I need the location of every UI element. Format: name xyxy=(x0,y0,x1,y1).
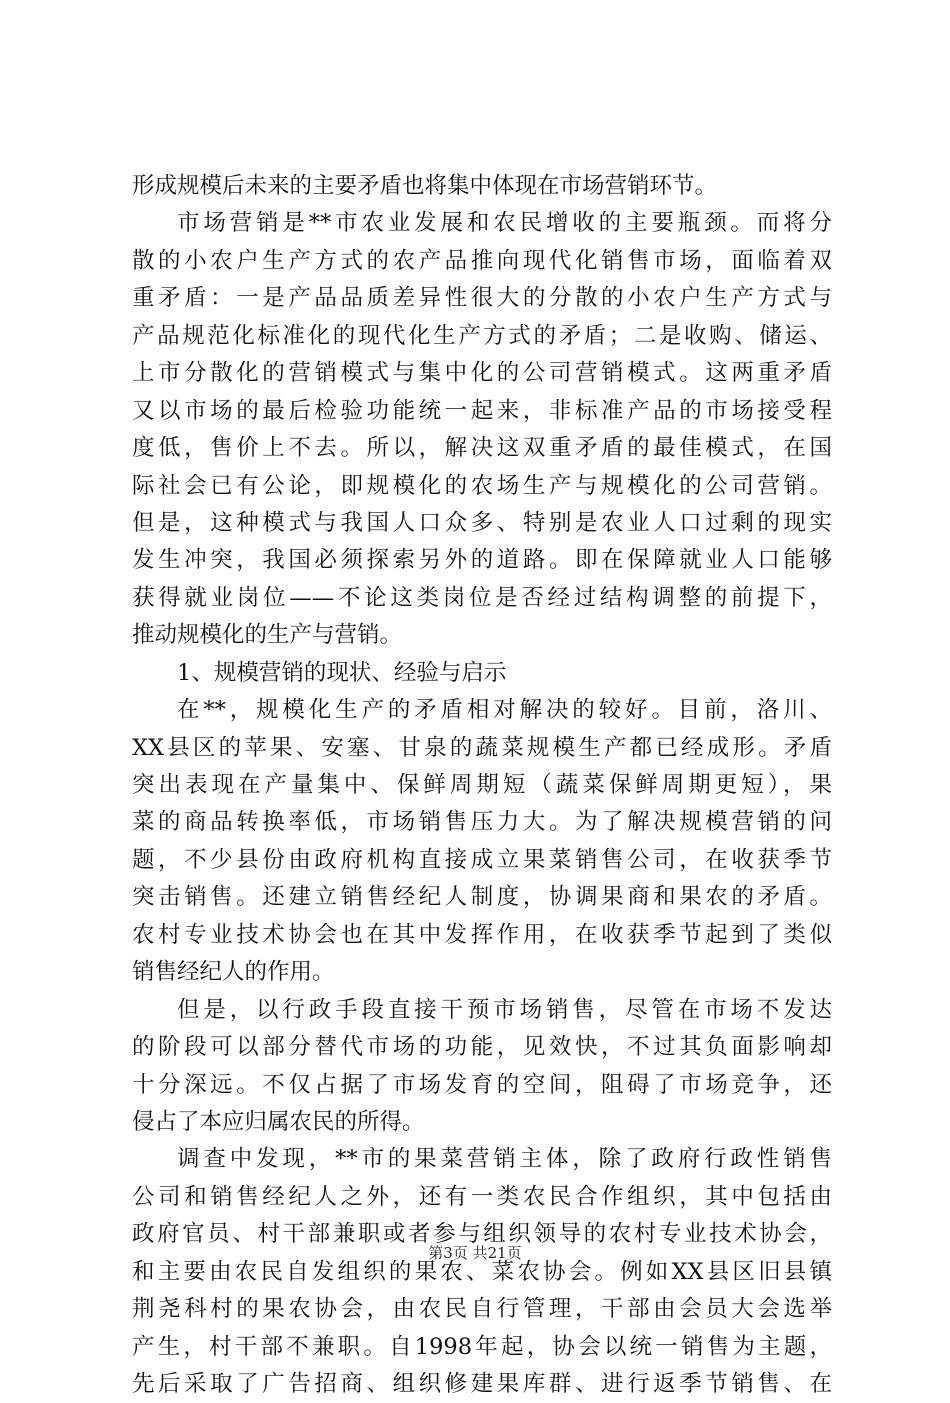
text-line: 发生冲突，我国必须探索另外的道路。即在保障就业人口能够 xyxy=(132,547,832,574)
text-line: 1、规模营销的现状、经验与启示 xyxy=(177,659,507,686)
text-line: XX县区的苹果、安塞、甘泉的蔬菜规模生产都已经成形。矛盾 xyxy=(132,734,832,761)
paragraph xyxy=(132,205,832,654)
text-line: 但是，这种模式与我国人口众多、特别是农业人口过剩的现实 xyxy=(132,509,832,536)
document-body xyxy=(132,168,832,1403)
text-line: 在**，规模化生产的矛盾相对解决的较好。目前，洛川、 xyxy=(177,697,832,724)
text-line: 产生，村干部不兼职。自1998年起，协会以统一销售为主题， xyxy=(132,1333,832,1360)
text-line: 推动规模化的生产与营销。 xyxy=(132,622,403,649)
text-line: 上市分散化的营销模式与集中化的公司营销模式。这两重矛盾 xyxy=(132,360,832,387)
text-line: 形成规模后未来的主要矛盾也将集中体现在市场营销环节。 xyxy=(132,173,718,199)
text-line: 政府官员、村干部兼职或者参与组织领导的农村专业技术协会， xyxy=(132,1221,832,1248)
text-line: 度低，售价上不去。所以，解决这双重矛盾的最佳模式，在国 xyxy=(132,435,832,462)
paragraph xyxy=(132,168,832,205)
text-line: 先后采取了广告招商、组织修建果库群、进行返季节销售、在 xyxy=(132,1371,832,1397)
text-line: 菜的商品转换率低，市场销售压力大。为了解决规模营销的问 xyxy=(132,809,832,836)
paragraph xyxy=(132,692,832,992)
paragraph xyxy=(132,655,832,692)
text-line: 获得就业岗位——不论这类岗位是否经过结构调整的前提下， xyxy=(132,584,832,611)
text-line: 侵占了本应归属农民的所得。 xyxy=(132,1108,425,1135)
text-line: 的阶段可以部分替代市场的功能，见效快，不过其负面影响却 xyxy=(132,1034,832,1061)
text-line: 题，不少县份由政府机构直接成立果菜销售公司，在收获季节 xyxy=(132,846,832,873)
text-line: 农村专业技术协会也在其中发挥作用，在收获季节起到了类似 xyxy=(132,921,832,948)
text-line: 销售经纪人的作用。 xyxy=(132,959,335,986)
text-line: 荆尧科村的果农协会，由农民自行管理，干部由会员大会选举 xyxy=(132,1296,832,1323)
text-line: 突出表现在产量集中、保鲜周期短（蔬菜保鲜周期更短），果 xyxy=(132,772,832,798)
text-line: 际社会已有公论，即规模化的农场生产与规模化的公司营销。 xyxy=(132,472,832,499)
text-line: 但是，以行政手段直接干预市场销售，尽管在市场不发达 xyxy=(177,996,832,1023)
text-line: 散的小农户生产方式的农产品推向现代化销售市场，面临着双 xyxy=(132,247,832,274)
text-line: 公司和销售经纪人之外，还有一类农民合作组织，其中包括由 xyxy=(132,1183,832,1210)
paragraph xyxy=(132,992,832,1142)
text-line: 产品规范化标准化的现代化生产方式的矛盾；二是收购、储运、 xyxy=(132,322,832,349)
text-line: 突击销售。还建立销售经纪人制度，协调果商和果农的矛盾。 xyxy=(132,884,832,911)
text-line: 十分深远。不仅占据了市场发育的空间，阻碍了市场竞争，还 xyxy=(132,1071,832,1098)
text-line: 市场营销是**市农业发展和农民增收的主要瓶颈。而将分 xyxy=(177,210,832,237)
text-line: 调查中发现，**市的果菜营销主体，除了政府行政性销售 xyxy=(177,1146,832,1173)
text-line: 和主要由农民自发组织的果农、菜农协会。例如XX县区旧县镇 xyxy=(132,1258,832,1285)
text-line: 重矛盾：一是产品品质差异性很大的分散的小农户生产方式与 xyxy=(132,285,832,312)
paragraph xyxy=(132,1141,832,1403)
page-footer: 第3页 共21页 xyxy=(428,1244,522,1262)
text-line: 又以市场的最后检验功能统一起来，非标准产品的市场接受程 xyxy=(132,397,832,424)
